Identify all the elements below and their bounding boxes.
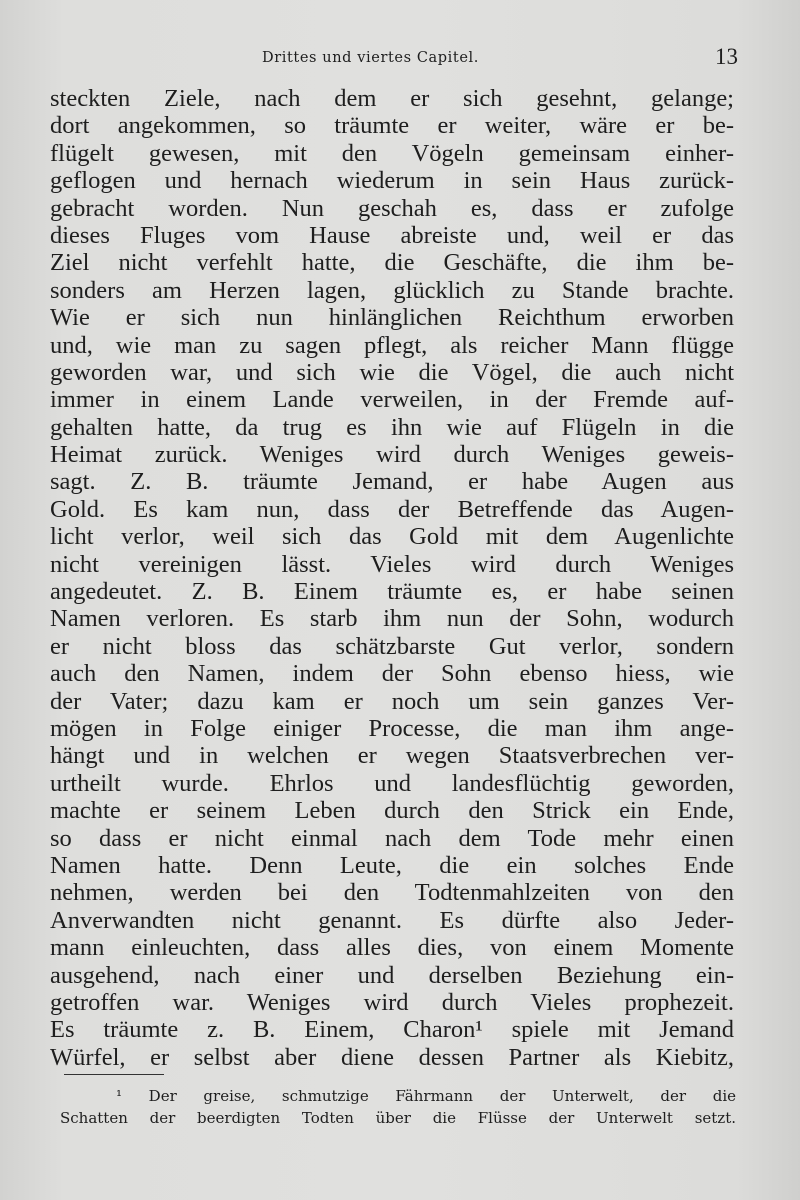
text-line: licht verlor, weil sich das Gold mit dem Augenlichte (50, 523, 734, 551)
text-line: mann einleuchten, dass alles dies, von einem Momente (50, 934, 734, 962)
text-line: Gold. Es kam nun, dass der Betreffende das Augen- (50, 495, 734, 523)
text-line: ausgehend, nach einer und derselben Beziehung ein- (50, 961, 734, 989)
text-line: gehalten hatte, da trug es ihn wie auf Flügeln in die (50, 413, 734, 441)
text-line: auch den Namen, indem der Sohn ebenso hiess, wie (50, 660, 734, 688)
text-line: gebracht worden. Nun geschah es, dass er zufolge (50, 194, 734, 222)
footnote-divider (64, 1074, 164, 1075)
text-line: dieses Fluges vom Hause abreiste und, weil er das (50, 221, 734, 249)
footnote (60, 1085, 736, 1129)
text-line: urtheilt wurde. Ehrlos und landesflüchtig geworden, (50, 769, 734, 797)
text-line: sagt. Z. B. träumte Jemand, er habe Augen aus (50, 468, 734, 496)
text-line: geworden war, und sich wie die Vögel, die auch nicht (50, 358, 734, 386)
text-line: dort angekommen, so träumte er weiter, wäre er be- (50, 112, 734, 140)
text-line: immer in einem Lande verweilen, in der Fremde auf- (50, 386, 734, 414)
text-line: machte er seinem Leben durch den Strick ein Ende, (50, 797, 734, 825)
text-line: er nicht bloss das schätzbarste Gut verlor, sondern (50, 632, 734, 660)
text-line: nicht vereinigen lässt. Vieles wird durch Weniges (50, 550, 734, 578)
text-line: Anverwandten nicht genannt. Es dürfte also Jeder- (50, 906, 734, 934)
text-line: Würfel, er selbst aber diene dessen Partner als Kiebitz, (50, 1043, 734, 1071)
text-line: getroffen war. Weniges wird durch Vieles prophezeit. (50, 988, 734, 1016)
text-line: Wie er sich nun hinlänglichen Reichthum erworben (50, 304, 734, 332)
text-line: Namen verloren. Es starb ihm nun der Sohn, wodurch (50, 605, 734, 633)
text-line: Es träumte z. B. Einem, Charon¹ spiele mit Jemand (50, 1016, 734, 1044)
text-line: Heimat zurück. Weniges wird durch Weniges geweis- (50, 441, 734, 469)
running-head (262, 44, 738, 70)
footnote-line: ¹ Der greise, schmutzige Fährmann der Unterwelt, der die (116, 1087, 736, 1105)
text-line: steckten Ziele, nach dem er sich gesehnt, gelange; (50, 85, 734, 112)
text-line: nehmen, werden bei den Todtenmahlzeiten von den (50, 879, 734, 907)
text-line: flügelt gewesen, mit den Vögeln gemeinsam einher- (50, 139, 734, 167)
body-text (50, 85, 734, 1071)
text-line: Namen hatte. Denn Leute, die ein solches Ende (50, 851, 734, 879)
text-line: geflogen und hernach wiederum in sein Haus zurück- (50, 167, 734, 195)
text-line: angedeutet. Z. B. Einem träumte es, er habe seinen (50, 578, 734, 606)
text-line: der Vater; dazu kam er noch um sein ganzes Ver- (50, 687, 734, 715)
page-number: 13 (715, 44, 738, 69)
text-line: mögen in Folge einiger Processe, die man ihm ange- (50, 714, 734, 742)
text-line: sonders am Herzen lagen, glücklich zu Stande brachte. (50, 276, 734, 304)
chapter-title: Drittes und viertes Capitel. (262, 50, 479, 66)
text-line: so dass er nicht einmal nach dem Tode mehr einen (50, 824, 734, 852)
text-line: hängt und in welchen er wegen Staatsverbrechen ver- (50, 742, 734, 770)
text-line: und, wie man zu sagen pflegt, als reicher Mann flügge (50, 331, 734, 359)
text-line: Ziel nicht verfehlt hatte, die Geschäfte, die ihm be- (50, 249, 734, 277)
footnote-line: Schatten der beerdigten Todten über die Flüsse der Unterwelt setzt. (60, 1109, 736, 1127)
